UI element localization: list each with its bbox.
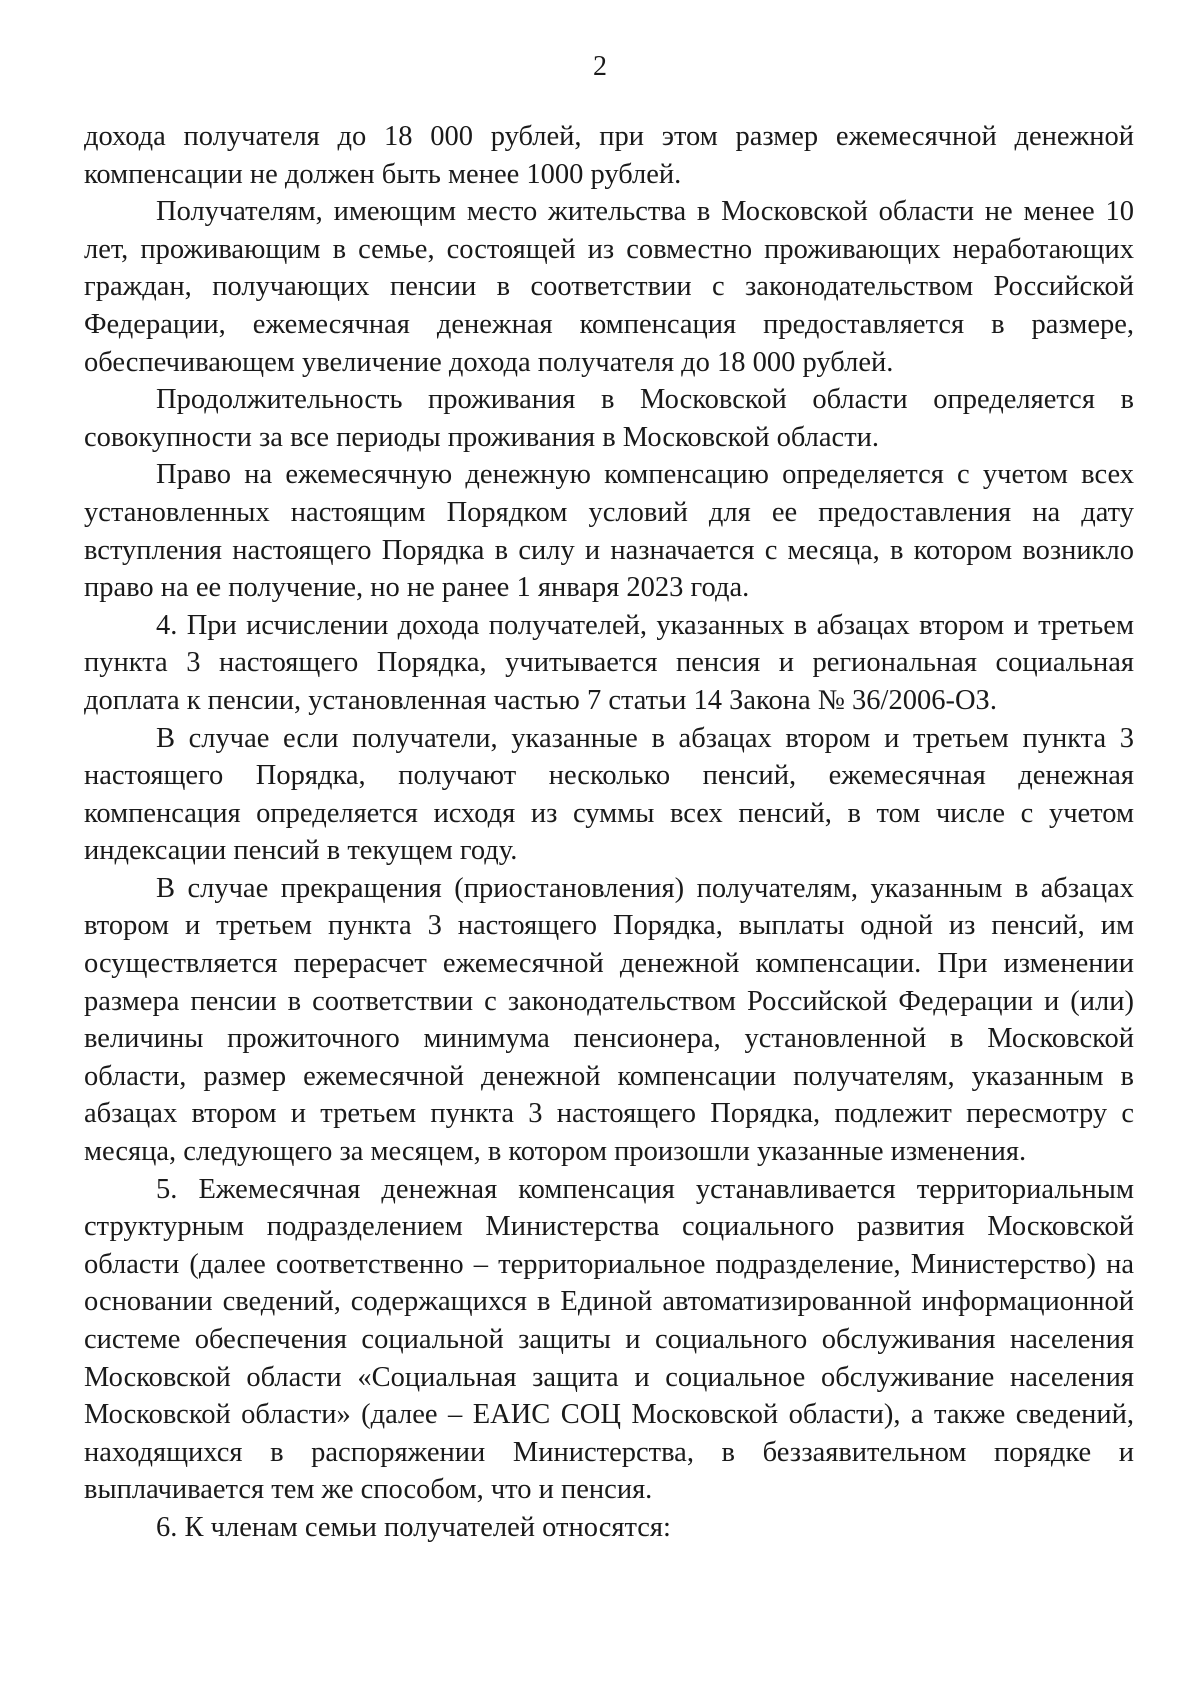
paragraph-right-to-compensation: Право на ежемесячную денежную компенсацию определяется с учетом всех установленных настоящим Порядком условий для ее предоставления на дату вступления настоящего Порядка в силу и назначается с месяца, в котором возникло право на ее получение, но не ранее 1 января 2023 года. <box>84 459 1134 604</box>
document-body <box>84 118 1134 1547</box>
page-number: 2 <box>593 51 607 82</box>
paragraph-item-5: 5. Ежемесячная денежная компенсация устанавливается территориальным структурным подразделением Министерства социального развития Московской области (далее соответственно – территориальное подразделение, Министерство) на основании сведений, содержащихся в Единой автоматизированной информационной системе обеспечения социальной защиты и социального обслуживания населения Московской области «Социальная защита и социальное обслуживание населения Московской области» (далее – ЕАИС СОЦ Московской области), а также сведений, находящихся в распоряжении Министерства, в беззаявительном порядке и выплачивается тем же способом, что и пенсия. <box>84 1173 1134 1506</box>
paragraph-item-6: 6. К членам семьи получателей относятся: <box>156 1511 671 1543</box>
paragraph-item-4: 4. При исчислении дохода получателей, указанных в абзацах втором и третьем пункта 3 настоящего Порядка, учитывается пенсия и региональная социальная доплата к пенсии, установленная частью 7 статьи 14 Закона № 36/2006-ОЗ. <box>84 609 1134 716</box>
paragraph-residence-10-years: Получателям, имеющим место жительства в Московской области не менее 10 лет, проживающим в семье, состоящей из совместно проживающих неработающих граждан, получающих пенсии в соответствии с законодательством Российской Федерации, ежемесячная денежная компенсация предоставляется в размере, обеспечивающем увеличение дохода получателя до 18 000 рублей. <box>84 196 1134 378</box>
paragraph-multiple-pensions: В случае если получатели, указанные в абзацах втором и третьем пункта 3 настоящего Порядка, получают несколько пенсий, ежемесячная денежная компенсация определяется исходя из суммы всех пенсий, в том числе с учетом индексации пенсий в текущем году. <box>84 722 1134 867</box>
paragraph-continuation: дохода получателя до 18 000 рублей, при этом размер ежемесячной денежной компенсации не должен быть менее 1000 рублей. <box>84 121 1134 190</box>
paragraph-residence-duration: Продолжительность проживания в Московской области определяется в совокупности за все периоды проживания в Московской области. <box>84 384 1134 453</box>
paragraph-recalculation: В случае прекращения (приостановления) получателям, указанным в абзацах втором и третьем пункта 3 настоящего Порядка, выплаты одной из пенсий, им осуществляется перерасчет ежемесячной денежной компенсации. При изменении размера пенсии в соответствии с законодательством Российской Федерации и (или) величины прожиточного минимума пенсионера, установленной в Московской области, размер ежемесячной денежной компенсации получателям, указанным в абзацах втором и третьем пункта 3 настоящего Порядка, подлежит пересмотру с месяца, следующего за месяцем, в котором произошли указанные изменения. <box>84 872 1134 1168</box>
